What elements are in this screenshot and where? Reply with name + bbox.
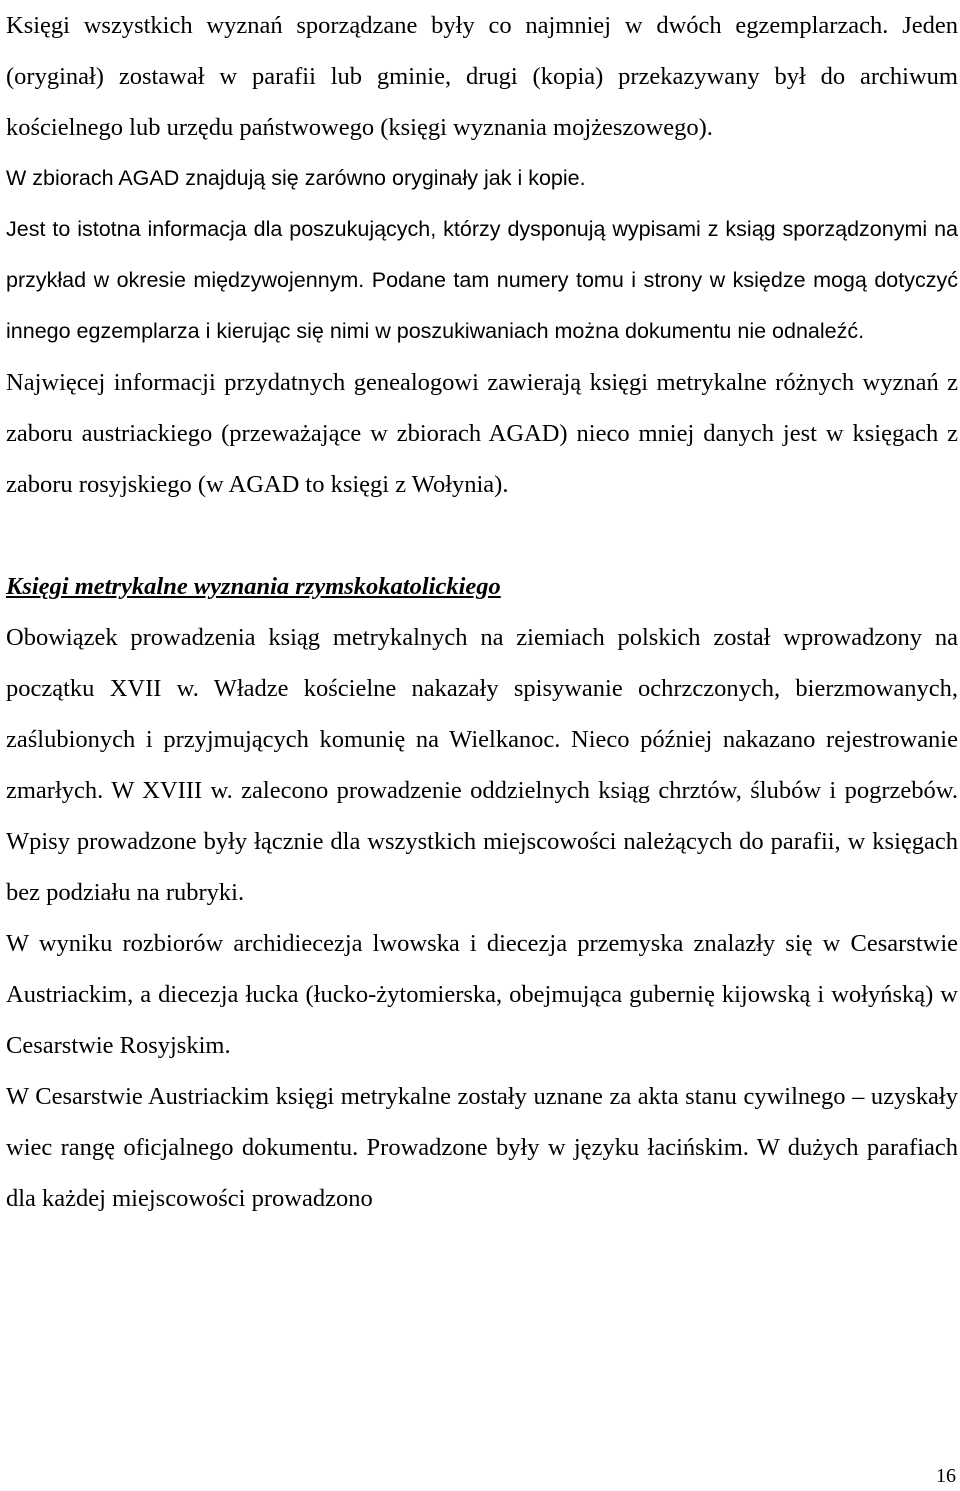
paragraph-info-for-researchers: Jest to istotna informacja dla poszukujących, którzy dysponują wypisami z ksiąg sporządzonymi na przykład w okresie międzywojennym. Podane tam numery tomu i strony w księdze mogą dotyczyć innego egzemplarza i kierując się nimi w poszukiwaniach można dokumentu nie odnaleźć. <box>6 217 958 343</box>
paragraph-copies-of-registers: Księgi wszystkich wyznań sporządzane były co najmniej w dwóch egzemplarzach. Jeden (oryginał) zostawał w parafii lub gminie, drugi (kopia) przekazywany był do archiwum kościelnego lub urzędu państwowego (księgi wyznania mojżeszowego). <box>6 12 958 141</box>
paragraph-austrian-empire: W Cesarstwie Austriackim księgi metrykalne zostały uznane za akta stanu cywilnego – uzyskały wiec rangę oficjalnego dokumentu. Prowadzone były w języku łacińskim. W dużych parafiach dla każdej miejscowości prowadzono <box>6 1083 958 1212</box>
paragraph-most-information: Najwięcej informacji przydatnych genealogowi zawierają księgi metrykalne różnych wyznań z zaboru austriackiego (przeważające w zbiorach AGAD) nieco mniej danych jest w księgach z zaboru rosyjskiego (w AGAD to księgi z Wołynia). <box>6 369 958 498</box>
paragraph-agad-holdings: W zbiorach AGAD znajdują się zarówno oryginały jak i kopie. <box>6 166 586 190</box>
page-number: 16 <box>936 1465 956 1487</box>
paragraph-partitions: W wyniku rozbiorów archidiecezja lwowska i diecezja przemyska znalazły się w Cesarstwie Austriackim, a diecezja łucka (łucko-żytomierska, obejmująca gubernię kijowską i wołyńską) w Cesarstwie Rosyjskim. <box>6 930 958 1059</box>
section-heading-catholic-registers: Księgi metrykalne wyznania rzymskokatolickiego <box>6 573 501 600</box>
paragraph-obligation-history: Obowiązek prowadzenia ksiąg metrykalnych na ziemiach polskich został wprowadzony na początku XVII w. Władze kościelne nakazały spisywanie ochrzczonych, bierzmowanych, zaślubionych i przyjmujących komunię na Wielkanoc. Nieco później nakazano rejestrowanie zmarłych. W XVIII w. zalecono prowadzenie oddzielnych ksiąg chrztów, ślubów i pogrzebów. Wpisy prowadzone były łącznie dla wszystkich miejscowości należących do parafii, w księgach bez podziału na rubryki. <box>6 624 958 906</box>
document-page <box>6 0 958 1224</box>
